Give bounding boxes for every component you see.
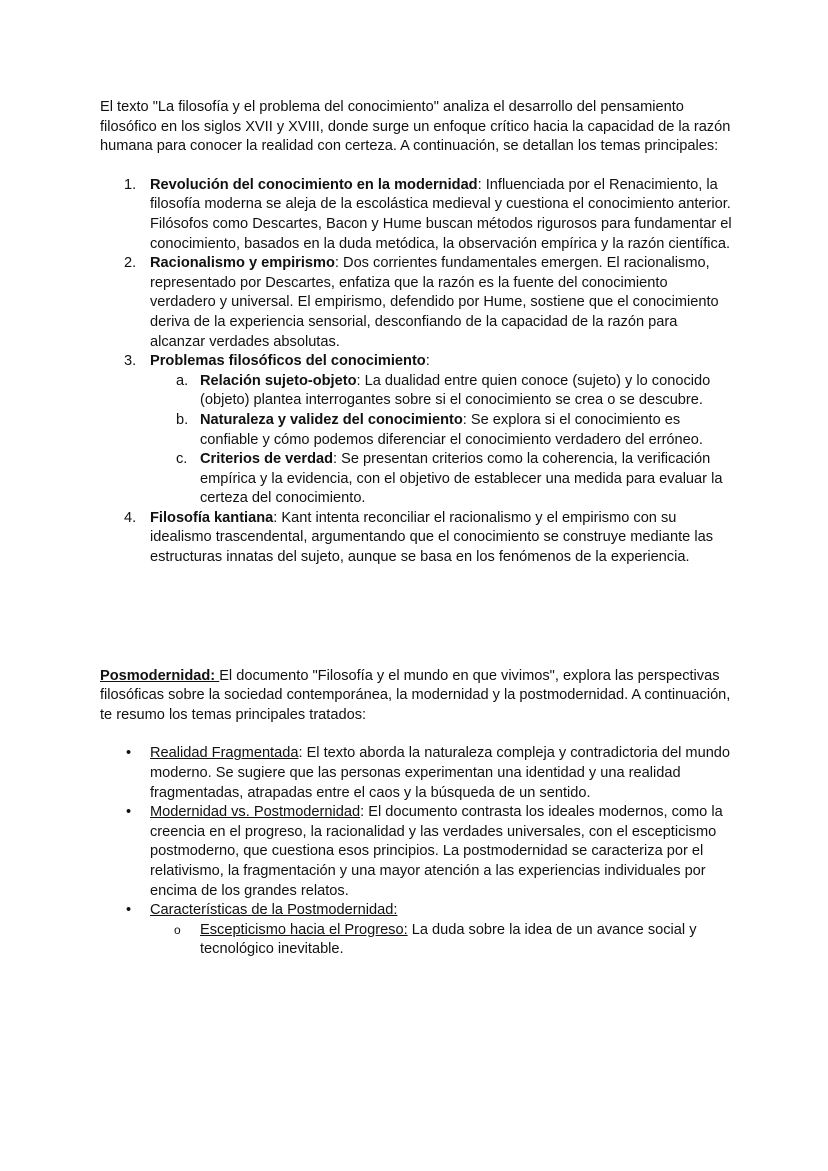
sub-bullet-title: Escepticismo hacia el Progreso: — [200, 921, 408, 938]
bullet-text: : El documento contrasta los ideales modernos, como la creencia en el progreso, la racionalidad y las verdades universales, con el escepticismo postmoderno, que cuestiona esos principios. La postmodernidad se caracteriza por el relativismo, la fragmentación y una mayor atención a las experiencias individuales por encima de los grandes relatos. — [150, 804, 723, 899]
bullet-title: Modernidad vs. Postmodernidad — [150, 804, 361, 821]
posmodernidad-section — [100, 667, 735, 960]
topic-title: Racionalismo y empirismo — [150, 255, 335, 272]
list-item — [150, 921, 735, 960]
topic-text: : — [425, 353, 430, 370]
bullet-icon: • — [126, 804, 132, 821]
subtopic-text: : Se presentan criterios como la coherencia, la verificación empírica y la evidencia, con el objetivo de establecer una medida para evaluar la certeza del conocimiento. — [200, 451, 723, 507]
topic-title: Filosofía kantiana — [150, 509, 274, 526]
list-number: 4. — [124, 509, 137, 526]
topic-text: : Kant intenta reconciliar el racionalismo y el empirismo con su idealismo trascendental, argumentando que el conocimiento se construye mediante las estructuras innatas del sujeto, aunque se basa en los fenómenos de la experiencia. — [150, 509, 713, 566]
sub-bullet-list — [150, 921, 735, 960]
bullet-text: : El texto aborda la naturaleza compleja y contradictoria del mundo moderno. Se sugiere que las personas experimentan una identidad y una realidad fragmentadas, atrapadas entre el caos y la búsqueda de un sentido. — [150, 745, 731, 801]
topic-title: Problemas filosóficos del conocimiento — [150, 353, 426, 370]
list-number: 3. — [124, 353, 137, 370]
bullet-icon: • — [126, 745, 132, 762]
bullet-title: Realidad Fragmentada — [150, 745, 299, 762]
list-item — [100, 254, 735, 352]
subtopic-text: : Se explora si el conocimiento es confiable y cómo podemos diferenciar el conocimiento verdadero del erróneo. — [200, 411, 703, 448]
list-item — [100, 803, 735, 901]
list-item — [100, 176, 735, 254]
list-item — [100, 744, 735, 803]
circle-bullet-icon: o — [174, 922, 181, 937]
list-letter: a. — [176, 372, 189, 389]
list-item — [150, 411, 735, 450]
list-item — [100, 352, 735, 509]
list-number: 2. — [124, 255, 137, 272]
bullet-title: Características de la Postmodernidad: — [150, 902, 398, 919]
intro-paragraph: El texto "La filosofía y el problema del conocimiento" analiza el desarrollo del pensamiento filosófico en los siglos XVII y XVIII, donde surge un enfoque crítico hacia la capacidad de la razón humana para conocer la realidad con certeza. A continuación, se detallan los temas principales: — [100, 99, 731, 155]
list-letter: b. — [176, 411, 189, 428]
posmodernidad-list — [100, 744, 735, 960]
list-item — [150, 450, 735, 509]
subtopics-list — [150, 372, 735, 509]
subtopic-title: Naturaleza y validez del conocimiento — [200, 411, 463, 428]
posmodernidad-intro — [100, 667, 735, 726]
document-page — [100, 98, 735, 960]
list-number: 1. — [124, 176, 137, 193]
section-heading: Posmodernidad: — [100, 667, 220, 684]
topic-title: Revolución del conocimiento en la modernidad — [150, 176, 478, 193]
list-letter: c. — [176, 451, 188, 468]
subtopic-title: Relación sujeto-objeto — [200, 372, 357, 389]
topic-text: : Dos corrientes fundamentales emergen. El racionalismo, representado por Descartes, enfatiza que la razón es la fuente del conocimiento verdadero y universal. El empirismo, defendido por Hume, sostiene que el conocimiento deriva de la experiencia sensorial, desconfiando de la capacidad de la razón para alcanzar verdades absolutas. — [150, 255, 719, 350]
topic-text: : Influenciada por el Renacimiento, la filosofía moderna se aleja de la escolástica medieval y cuestiona el conocimiento anterior. Filósofos como Descartes, Bacon y Hume buscan métodos rigurosos para fundamentar el conocimiento, basados en la duda metódica, la observación empírica y la razón científica. — [150, 176, 732, 252]
list-item — [150, 372, 735, 411]
list-item — [100, 509, 735, 568]
subtopic-text: : La dualidad entre quien conoce (sujeto) y lo conocido (objeto) plantea interrogantes sobre si el conocimiento se crea o se descubre. — [200, 372, 711, 409]
bullet-icon: • — [126, 902, 132, 919]
topics-list — [100, 176, 735, 568]
list-item — [100, 901, 735, 960]
subtopic-title: Criterios de verdad — [200, 451, 334, 468]
sub-bullet-text: La duda sobre la idea de un avance social y tecnológico inevitable. — [200, 921, 697, 958]
section-intro-text: El documento "Filosofía y el mundo en que vivimos", explora las perspectivas filosóficas sobre la sociedad contemporánea, la modernidad y la postmodernidad. A continuación, te resumo los temas principales tratados: — [100, 667, 731, 723]
